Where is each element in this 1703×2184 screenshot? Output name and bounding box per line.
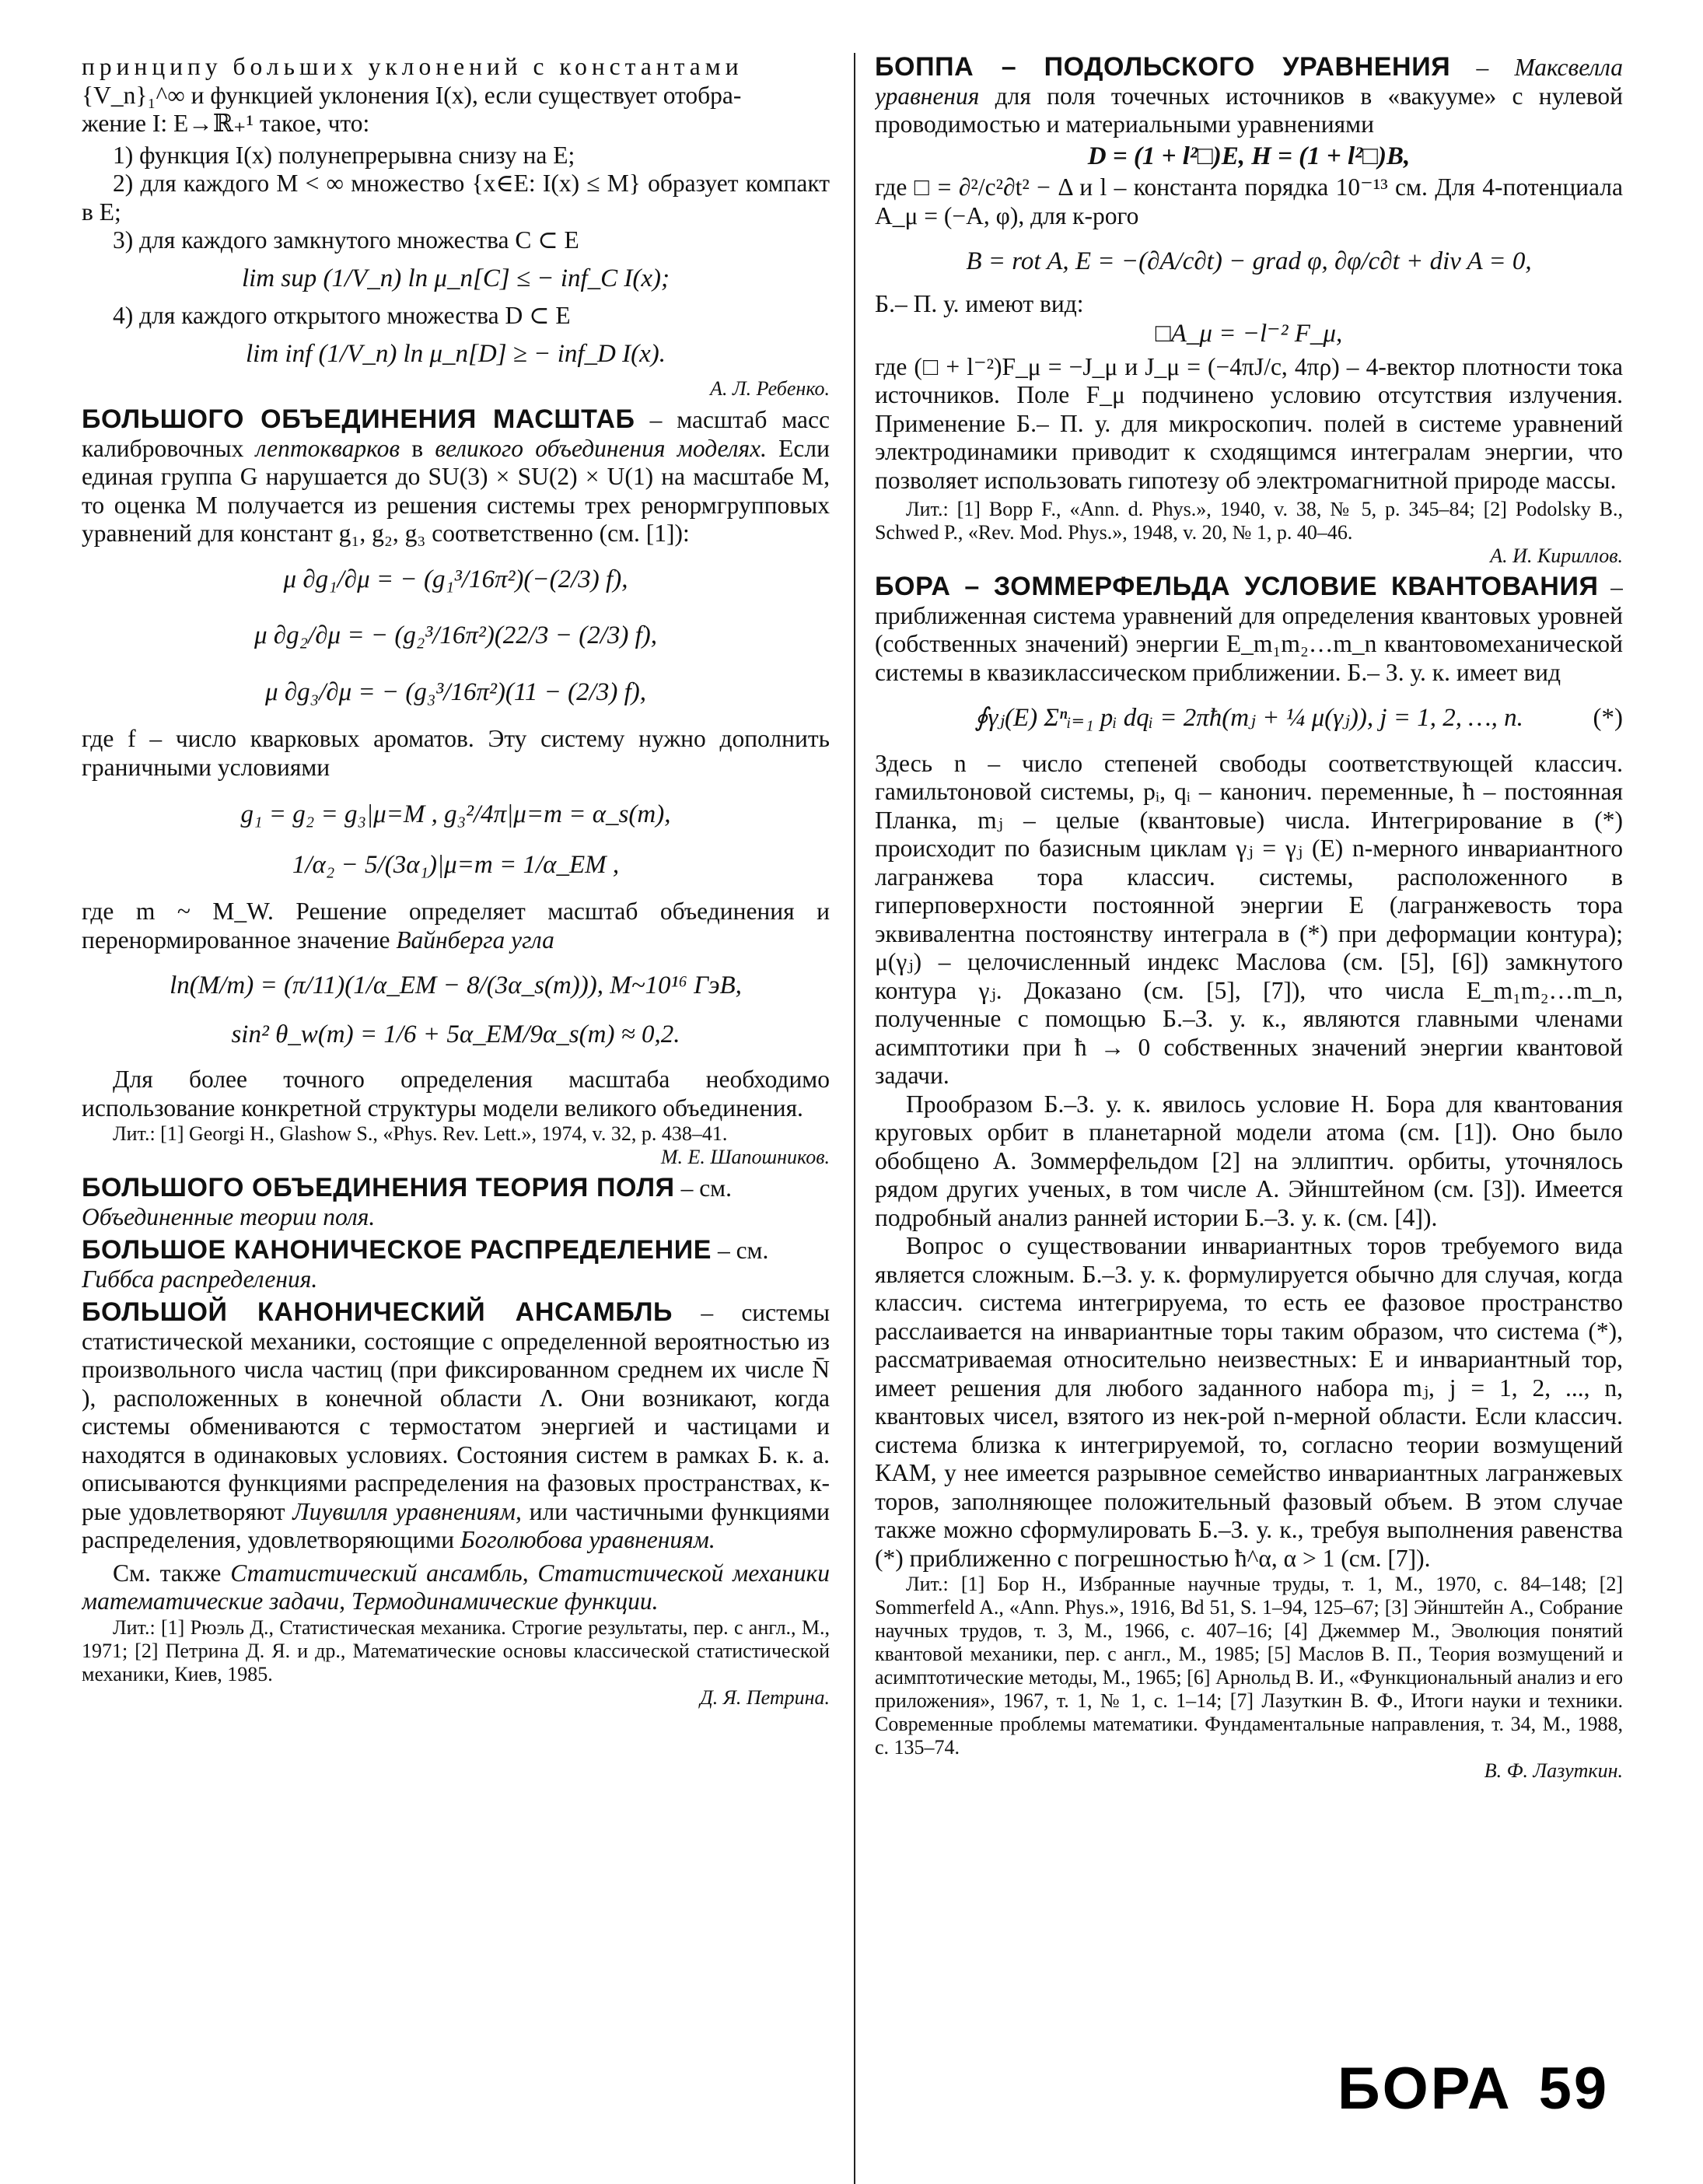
- link-gibbs-distribution[interactable]: Гиббса распределения.: [82, 1265, 318, 1293]
- entry-scale-text-c: Если единая группа G нарушается до SU(3) × SU(2) × U(1) на масштабе M, то оценка M получается из решения системы трех ренормгрупповых уравнений для констант g₁, g₂, g₃ соответственно (см. [1]):: [82, 434, 830, 547]
- entry-scale-text-b: в: [400, 434, 435, 462]
- see-also-label: См. также: [113, 1559, 231, 1587]
- paragraph-solution-text: где m ~ M_W. Решение определяет масштаб объединения и перенормированное значение: [82, 898, 830, 954]
- paragraph-box-operator: где □ = ∂²/c²∂t² − Δ и l – константа порядка 10⁻¹³ см. Для 4-потенциала A_μ = (−A, φ), для к-рого: [875, 173, 1623, 229]
- entry-field-theory-text: – см.: [674, 1174, 732, 1202]
- entry-bopp-text: для поля точечных источников в «вакууме» с нулевой проводимостью и материальными уравнениями: [875, 82, 1623, 138]
- equation-quantization-body: ∮γⱼ(E) Σⁿᵢ₌₁ pᵢ dqᵢ = 2πħ(mⱼ + ¼ μ(γⱼ)), j = 1, 2, …, n.: [974, 704, 1523, 732]
- literature-bohr: Лит.: [1] Бор Н., Избранные научные труды, т. 1, М., 1970, с. 84–148; [2] Sommerfeld A., «Ann. Phys.», 1916, Bd 51, S. 1–94, 125–67; [3] Эйнштейн А., Собрание научных трудов, т. 3, М., 1966, с. 407–16; [4] Джеммер М., Эволюция понятий квантовой механики, пер. с англ., М., 1985; [5] Маслов В. П., Теория возмущений и асимптотические методы, М., 1965; [6] Арнольд В. И., «Функциональный анализ и его приложения», 1967, т. 1, № 1, с. 1–14; [7] Лазуткин В. Ф., Итоги науки и техники. Современные проблемы математики. Фундаментальные направления, т. 34, М., 1988, с. 135–74.: [875, 1573, 1623, 1759]
- headword-canonical-distribution: БОЛЬШОЕ КАНОНИЧЕСКОЕ РАСПРЕДЕЛЕНИЕ: [82, 1235, 712, 1265]
- entry-field-theory: [82, 1174, 830, 1231]
- condition-2: 2) для каждого M < ∞ множество {x∈E: I(x) ≤ M} образует компакт в E;: [82, 170, 830, 226]
- condition-4: 4) для каждого открытого множества D ⊂ E: [113, 302, 571, 329]
- literature-scale: Лит.: [1] Georgi H., Glashow S., «Phys. Rev. Lett.», 1974, v. 32, p. 438–41.: [113, 1122, 728, 1145]
- headword-bopp-podolsky: БОППА – ПОДОЛЬСКОГО УРАВНЕНИЯ: [875, 53, 1451, 82]
- equation-log-scale: ln(M/m) = (π/11)(1/α_EM − 8/(3α_s(m))), M~10¹⁶ ГэВ,: [170, 971, 742, 999]
- left-column: [82, 53, 830, 2170]
- paragraph-question: Вопрос о существовании инвариантных торов требуемого вида является сложным. Б.–З. у. к. формулируется обычно для случая, когда классич. система интегрируема, то есть ее фазовое пространство расслаивается на инвариантные торы таким образом, что система (*), рассматриваемая относительно неизвестных: E и инвариантный тор, имеет решения для любого заданного набора mⱼ, j = 1, 2, ..., n, квантовых чисел, взятого из нек-рой n-мерной области. Если классич. система близка к интегрируемой, то, согласно теории возмущений КАМ, у нее имеется разрывное семейство инвариантных лагранжевых торов, заполняющее положительный фазовый объем. В этом случае также можно сформулировать Б.–З. у. к., требуя выполнения равенства (*) приближенно с погрешностью ħ^α, α > 1 (см. [7]).: [875, 1232, 1623, 1572]
- intro-line-1: принципу больших уклонений с константами: [82, 53, 743, 80]
- entry-ensemble-text-a: – системы статистической механики, состоящие с определенной вероятностью из произвольного числа частиц (при фиксированном среднем их числе N̄ ), расположенных в конечной области Λ. Они возникают, когда системы обмениваются с термостатом энергией и частицами и находятся в одинаковых условиях. Состояния систем в рамках Б. к. а. описываются функциями распределения на фазовых пространствах, к-рые удовлетворяют: [82, 1299, 830, 1525]
- see-also: [82, 1559, 830, 1616]
- author-lazutkin: В. Ф. Лазуткин.: [1484, 1759, 1623, 1782]
- equation-g3: μ ∂g₃/∂μ = − (g₃³/16π²)(11 − (2/3) f),: [265, 677, 646, 706]
- headword-field-theory: БОЛЬШОГО ОБЪЕДИНЕНИЯ ТЕОРИЯ ПОЛЯ: [82, 1173, 675, 1202]
- link-unified-theories[interactable]: Объединенные теории поля.: [82, 1202, 376, 1230]
- literature-ensemble: Лит.: [1] Рюэль Д., Статистическая механика. Строгие результаты, пер. с англ., М., 1971; [2] Петрина Д. Я. и др., Математические основы классической статистической механики, Киев, 1985.: [82, 1615, 830, 1685]
- condition-3: 3) для каждого замкнутого множества C ⊂ E: [113, 226, 579, 254]
- entry-bohr-sommerfeld-text: – приближенная система уравнений для определения квантовых уровней (собственных значений) энергии E_m₁m₂…m_n квантовомеханической системы в квазиклассическом приближении. Б.– З. у. к. имеет вид: [875, 573, 1623, 686]
- equation-quantization: [875, 704, 1623, 733]
- equation-material: D = (1 + l²□)E, H = (1 + l²□)B,: [1087, 142, 1411, 170]
- author-petrina: Д. Я. Петрина.: [700, 1685, 830, 1709]
- equation-tag: (*): [1593, 704, 1623, 732]
- paragraph-solution: [82, 898, 830, 954]
- equation-closed-set: lim sup (1/V_n) ln μ_n[C] ≤ − inf_C I(x);: [241, 264, 670, 292]
- entry-canonical-distribution-text: – см.: [712, 1237, 769, 1264]
- equation-potentials: B = rot A, E = −(∂A/c∂t) − grad φ, ∂φ/c∂t + div A = 0,: [966, 247, 1532, 275]
- page-footer: [1338, 2055, 1609, 2123]
- author-kirillov: А. И. Кириллов.: [1490, 544, 1623, 567]
- entry-bohr-sommerfeld: [875, 572, 1623, 687]
- link-maxwell-equations[interactable]: Максвелла уравнения: [875, 54, 1623, 110]
- link-grand-unification[interactable]: великого объединения моделях.: [435, 434, 767, 462]
- paragraph-more-precise: Для более точного определения масштаба необходимо использование конкретной структуры модели великого объединения.: [82, 1066, 830, 1122]
- equation-sin-theta: sin² θ_w(m) = 1/6 + 5α_EM/9α_s(m) ≈ 0,2.: [231, 1020, 680, 1048]
- link-leptoquarks[interactable]: лептокварков: [255, 434, 400, 462]
- entry-bopp-dash: –: [1450, 54, 1515, 81]
- link-bogolyubov-equations[interactable]: Боголюбова уравнениям.: [460, 1526, 715, 1553]
- running-head: БОРА: [1338, 2056, 1512, 2122]
- paragraph-current: где (□ + l⁻²)F_μ = −J_μ и J_μ = (−4πJ/c, 4πρ) – 4-вектор плотности тока источников. Поле F_μ подчинено условию отсутствия излучения. Применение Б.– П. у. для микроскопич. полей в системе уравнений электродинамики приводит к сходящимся интегралам энергии, что позволяет использовать гипотезу об электромагнитной природе массы.: [875, 352, 1623, 494]
- author-shaposhnikov: М. Е. Шапошников.: [660, 1146, 830, 1168]
- equation-open-set: lim inf (1/V_n) ln μ_n[D] ≥ − inf_D I(x).: [246, 339, 666, 368]
- entry-canonical-ensemble: [82, 1298, 830, 1555]
- page-number: 59: [1538, 2056, 1610, 2122]
- link-liouville-equations[interactable]: Лиувилля уравнениям,: [292, 1497, 522, 1525]
- paragraph-flavours: где f – число кварковых ароматов. Эту систему нужно дополнить граничными условиями: [82, 725, 830, 781]
- link-weinberg-angle[interactable]: Вайнберга угла: [396, 926, 554, 954]
- headword-bohr-sommerfeld: БОРА – ЗОММЕРФЕЛЬДА УСЛОВИЕ КВАНТОВАНИЯ: [875, 572, 1599, 601]
- column-divider: [854, 53, 855, 2184]
- headword-scale: БОЛЬШОГО ОБЪЕДИНЕНИЯ МАСШТАБ: [82, 404, 635, 434]
- equation-boundary-2: 1/α₂ − 5/(3α₁)|μ=m = 1/α_EM ,: [292, 850, 620, 879]
- paragraph-prototype: Прообразом Б.–З. у. к. явилось условие Н. Бора для квантования круговых орбит в планетарной модели атома (см. [1]). Оно было обобщено А. Зоммерфельдом [2] на эллиптич. орбиты, уточнялось рядом других ученых, в том числе А. Эйнштейном (см. [3]). Имеется подробный анализ ранней истории Б.–З. у. к. (см. [4]).: [875, 1090, 1623, 1231]
- entry-canonical-distribution: [82, 1236, 830, 1293]
- right-column: [875, 53, 1623, 1888]
- intro-line-2: {V_n}₁^∞ и функцией уклонения I(x), если существует отобра-: [82, 81, 742, 109]
- entry-ensemble-text-b: или частичными функциями распределения, удовлетворяющими: [82, 1497, 830, 1553]
- headword-canonical-ensemble: БОЛЬШОЙ КАНОНИЧЕСКИЙ АНСАМБЛЬ: [82, 1297, 673, 1327]
- see-also-links[interactable]: Статистический ансамбль, Статистической механики математические задачи, Термодинамические функции.: [82, 1559, 830, 1615]
- paragraph-bp-form: Б.– П. у. имеют вид:: [875, 289, 1084, 317]
- condition-1: 1) функция I(x) полунепрерывна снизу на E;: [113, 141, 575, 169]
- equation-box-field: □A_μ = −l⁻² F_μ,: [1155, 320, 1343, 348]
- entry-scale: [82, 405, 830, 548]
- entry-bopp-podolsky: [875, 53, 1623, 139]
- literature-bopp: Лит.: [1] Bopp F., «Ann. d. Phys.», 1940, v. 38, № 5, p. 345–84; [2] Podolsky B., Schwed P., «Rev. Mod. Phys.», 1948, v. 20, № 1, p. 40–46.: [875, 498, 1623, 544]
- paragraph-here: Здесь n – число степеней свободы соответствующей классич. гамильтоновой системы, pᵢ, qᵢ – канонич. переменные, ħ – постоянная Планка, mⱼ – целые (квантовые) числа. Интегрирование в (*) происходит по базисным циклам γⱼ = γⱼ (E) n-мерного инвариантного лагранжева тора классич. системы, расположенного в гиперповерхности постоянной энергии E (лагранжевость тора эквивалентна постоянству интеграла в (*) при деформации контура); μ(γⱼ) – целочисленный индекс Маслова (см. [5], [6]) замкнутого контура γⱼ. Доказано (см. [5], [7]), что числа E_m₁m₂…m_n, полученные с помощью Б.–З. у. к., являются главными членами асимптотики при ħ → 0 собственных значений энергии квантовой задачи.: [875, 749, 1623, 1089]
- author-rebenko: А. Л. Ребенко.: [710, 377, 830, 400]
- intro-line-3: жение I: E→ℝ₊¹ такое, что:: [82, 110, 370, 137]
- equation-g2: μ ∂g₂/∂μ = − (g₂³/16π²)(22/3 − (2/3) f),: [254, 621, 658, 649]
- equation-boundary-1: g₁ = g₂ = g₃|μ=M , g₃²/4π|μ=m = α_s(m),: [240, 800, 671, 828]
- entry-scale-text-a: – масштаб масс калибровочных: [82, 406, 830, 462]
- equation-g1: μ ∂g₁/∂μ = − (g₁³/16π²)(−(2/3) f),: [283, 565, 628, 593]
